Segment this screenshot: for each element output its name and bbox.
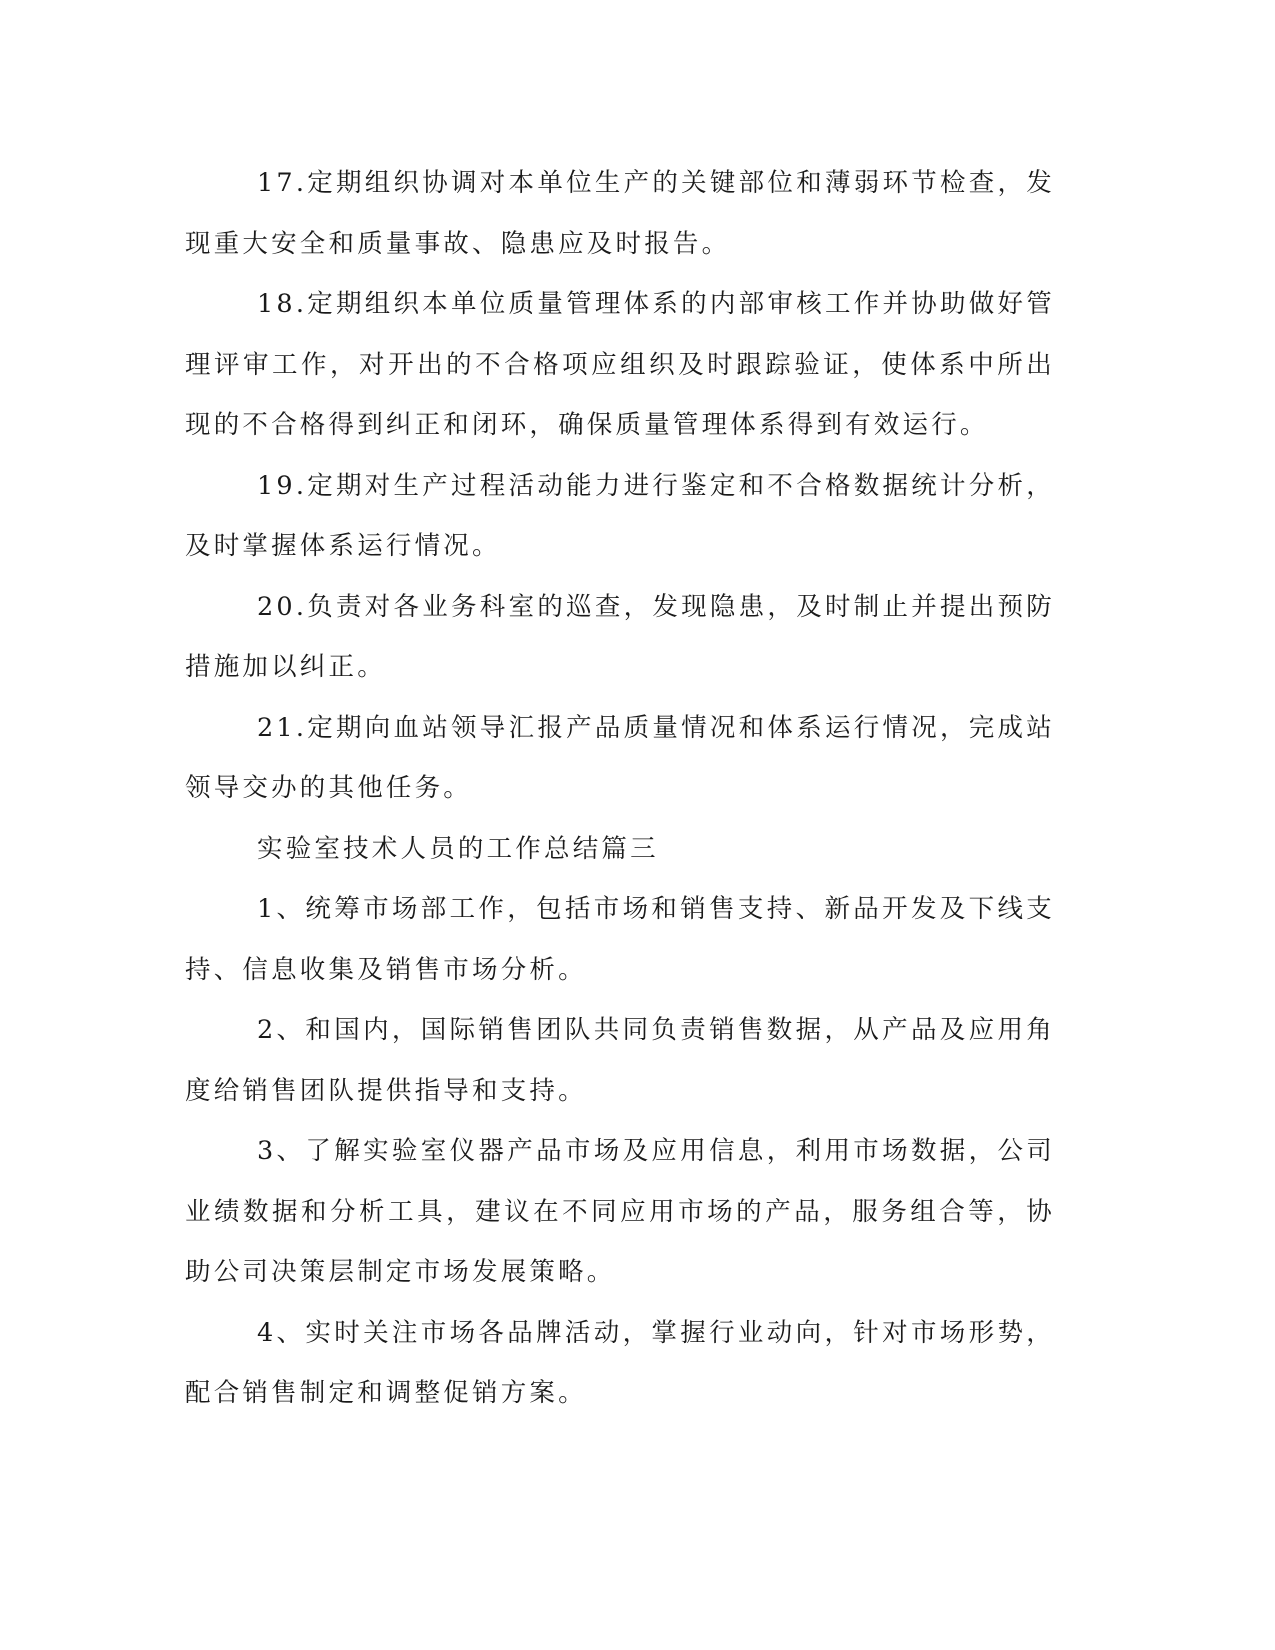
paragraph-item-20: 20.负责对各业务科室的巡查，发现隐患，及时制止并提出预防措施加以纠正。: [185, 591, 1055, 682]
paragraph-item-19: 19.定期对生产过程活动能力进行鉴定和不合格数据统计分析，及时掌握体系运行情况。: [185, 470, 1055, 561]
section-paragraph-3: 3、了解实验室仪器产品市场及应用信息，利用市场数据，公司业绩数据和分析工具，建议在不同应用市场的产品，服务组合等，协助公司决策层制定市场发展策略。: [185, 1136, 1055, 1287]
section-paragraph-1: 1、统筹市场部工作，包括市场和销售支持、新品开发及下线支持、信息收集及销售市场分析。: [185, 894, 1055, 985]
section-paragraph-2: 2、和国内，国际销售团队共同负责销售数据，从产品及应用角度给销售团队提供指导和支持。: [185, 1015, 1055, 1106]
paragraph-item-17: 17.定期组织协调对本单位生产的关键部位和薄弱环节检查，发现重大安全和质量事故、隐患应及时报告。: [185, 168, 1055, 259]
section-paragraph-4: 4、实时关注市场各品牌活动，掌握行业动向，针对市场形势，配合销售制定和调整促销方案。: [185, 1317, 1055, 1408]
paragraph-item-21: 21.定期向血站领导汇报产品质量情况和体系运行情况，完成站领导交办的其他任务。: [185, 712, 1055, 803]
section-heading: 实验室技术人员的工作总结篇三: [257, 833, 659, 864]
paragraph-item-18: 18.定期组织本单位质量管理体系的内部审核工作并协助做好管理评审工作，对开出的不合格项应组织及时跟踪验证，使体系中所出现的不合格得到纠正和闭环，确保质量管理体系得到有效运行。: [185, 289, 1055, 440]
document-body: [185, 153, 1055, 1424]
